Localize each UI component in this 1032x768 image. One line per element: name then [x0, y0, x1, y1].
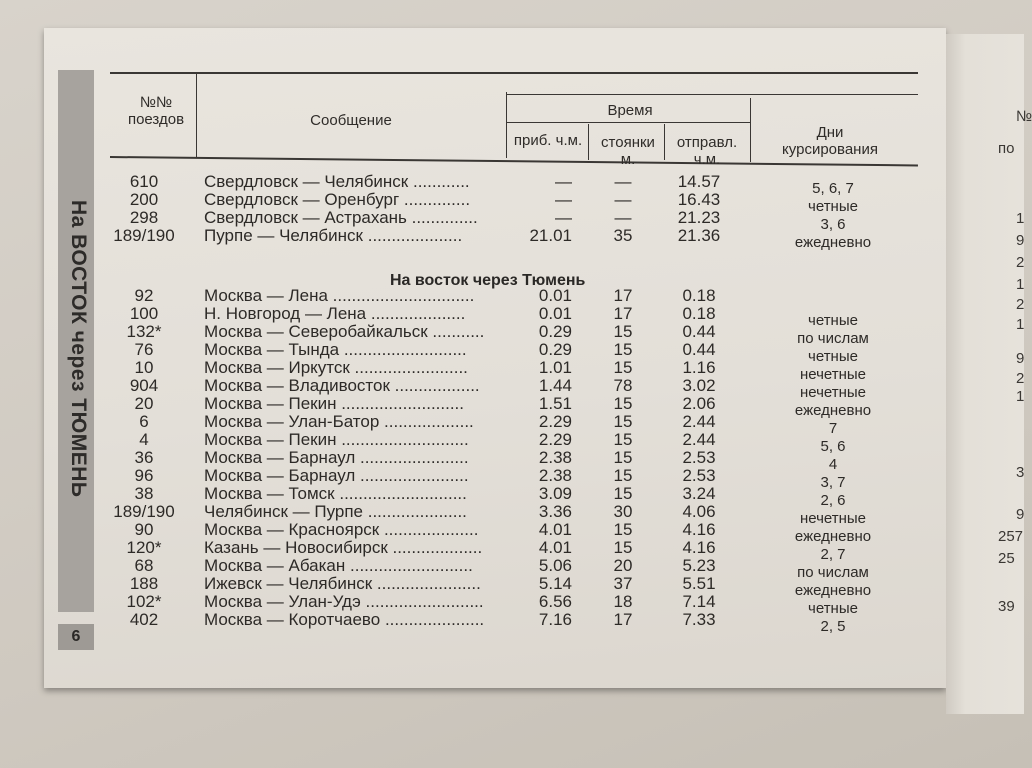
- next-page-edge: [946, 34, 1032, 714]
- stop-duration: 17: [613, 304, 633, 323]
- departure-time: 0.44: [682, 340, 716, 359]
- route-name: Челябинск — Пурпе .....................: [204, 502, 467, 521]
- time-subheader-rule: [506, 122, 750, 123]
- arrival-time: 4.01: [538, 520, 572, 539]
- sidebar-title: На ВОСТОК через ТЮМЕНЬ: [67, 200, 90, 498]
- train-number: 20: [134, 394, 154, 413]
- table-row: [100, 466, 900, 491]
- train-number: 4: [139, 430, 149, 449]
- next-page-fragment: 1: [1016, 210, 1025, 227]
- table-row: [100, 376, 900, 401]
- arrival-time: 1.51: [538, 394, 572, 413]
- arrival-time: 2.29: [538, 430, 572, 449]
- route-name: Свердловск — Астрахань ..............: [204, 208, 478, 227]
- stop-duration: 15: [613, 340, 633, 359]
- stop-duration: 17: [613, 286, 633, 305]
- departure-time: 2.06: [682, 394, 716, 413]
- running-days: нечетные: [799, 510, 867, 527]
- header-route: Сообщение: [310, 112, 392, 129]
- running-days: 5, 6: [820, 438, 846, 455]
- departure-time: 5.23: [682, 556, 716, 575]
- arrival-time: 0.01: [538, 286, 572, 305]
- arrival-time: 3.09: [538, 484, 572, 503]
- stop-duration: 15: [613, 466, 633, 485]
- table-row: [100, 208, 900, 233]
- train-number: 38: [134, 484, 154, 503]
- train-number: 132*: [126, 322, 162, 341]
- train-number: 6: [139, 412, 149, 431]
- header-time: Время: [607, 102, 653, 119]
- next-page-fragment: 1: [1016, 388, 1025, 405]
- running-days: ежедневно: [794, 402, 872, 419]
- stop-duration: 15: [613, 412, 633, 431]
- arrival-time: —: [555, 190, 572, 209]
- stop-duration: 15: [613, 430, 633, 449]
- departure-time: 14.57: [677, 172, 721, 191]
- arrival-time: 0.29: [538, 340, 572, 359]
- running-days: нечетные: [799, 384, 867, 401]
- table-row: [100, 226, 900, 251]
- route-name: Москва — Красноярск ....................: [204, 520, 479, 539]
- stop-duration: 15: [613, 538, 633, 557]
- route-name: Москва — Барнаул .......................: [204, 448, 469, 467]
- train-number: 200: [129, 190, 159, 209]
- stop-duration: 78: [613, 376, 633, 395]
- departure-time: 21.23: [677, 208, 721, 227]
- table-row: [100, 448, 900, 473]
- next-page-fragment: 25: [998, 550, 1015, 567]
- header-dep: отправл. ч.м.: [676, 134, 738, 168]
- route-name: Свердловск — Оренбург ..............: [204, 190, 471, 209]
- departure-time: 16.43: [677, 190, 721, 209]
- stop-duration: 37: [613, 574, 633, 593]
- running-days: 2, 6: [820, 492, 846, 509]
- table-row: [100, 538, 900, 563]
- running-days: ежедневно: [794, 528, 872, 545]
- header-arr: приб. ч.м.: [513, 132, 583, 149]
- next-page-fragment: по: [998, 140, 1015, 157]
- col-divider-1: [196, 74, 197, 158]
- arrival-time: 3.36: [538, 502, 572, 521]
- departure-time: 7.14: [682, 592, 716, 611]
- route-name: Москва — Барнаул .......................: [204, 466, 469, 485]
- route-name: Н. Новгород — Лена ....................: [204, 304, 466, 323]
- stop-duration: 35: [613, 226, 633, 245]
- header-num: №№ поездов: [127, 94, 185, 128]
- stop-duration: —: [614, 208, 632, 227]
- next-page-fragment: 9: [1016, 232, 1025, 249]
- departure-time: 4.16: [682, 520, 716, 539]
- route-name: Москва — Коротчаево .....................: [204, 610, 485, 629]
- stop-duration: 15: [613, 448, 633, 467]
- train-number: 120*: [126, 538, 162, 557]
- col-divider-3: [588, 124, 589, 160]
- train-number: 610: [129, 172, 159, 191]
- arrival-time: 1.44: [538, 376, 572, 395]
- table-row: [100, 610, 900, 635]
- stop-duration: 15: [613, 358, 633, 377]
- next-page-fragment: 2: [1016, 370, 1025, 387]
- arrival-time: 1.01: [538, 358, 572, 377]
- next-page-fragment: 1: [1016, 276, 1025, 293]
- stop-duration: 18: [613, 592, 633, 611]
- route-name: Москва — Улан-Батор ...................: [204, 412, 474, 431]
- col-divider-4: [664, 124, 665, 160]
- running-days: четные: [808, 600, 858, 617]
- train-number: 904: [129, 376, 159, 395]
- route-name: Пурпе — Челябинск ....................: [204, 226, 463, 245]
- running-days: четные: [808, 312, 858, 329]
- running-days: 2, 7: [820, 546, 846, 563]
- stop-duration: —: [614, 172, 632, 191]
- arrival-time: 2.38: [538, 466, 572, 485]
- next-page-fragment: 9: [1016, 506, 1025, 523]
- departure-time: 2.53: [682, 448, 716, 467]
- next-page-fragment: 9: [1016, 350, 1025, 367]
- arrival-time: 5.06: [538, 556, 572, 575]
- section-title: На восток через Тюмень: [390, 272, 586, 289]
- arrival-time: —: [555, 208, 572, 227]
- next-page-fragment: 257: [998, 528, 1024, 545]
- arrival-time: 5.14: [538, 574, 572, 593]
- table-row: [100, 340, 900, 365]
- table-row: [100, 358, 900, 383]
- stop-duration: 15: [613, 520, 633, 539]
- train-number: 96: [134, 466, 154, 485]
- route-name: Москва — Северобайкальск ...........: [204, 322, 485, 341]
- departure-time: 3.02: [682, 376, 716, 395]
- train-number: 102*: [126, 592, 162, 611]
- next-page-fragment: 2: [1016, 254, 1025, 271]
- stop-duration: 17: [613, 610, 633, 629]
- running-days: ежедневно: [794, 234, 872, 251]
- train-number: 92: [134, 286, 154, 305]
- running-days: 4: [828, 456, 838, 473]
- table-row: [100, 484, 900, 509]
- table-row: [100, 574, 900, 599]
- next-page-fragment: 1: [1016, 316, 1025, 333]
- sidebar-band: [58, 70, 94, 612]
- arrival-time: 6.56: [538, 592, 572, 611]
- running-days: 3, 6: [820, 216, 846, 233]
- departure-time: 0.44: [682, 322, 716, 341]
- train-number: 188: [129, 574, 159, 593]
- next-page-fragment: 39: [998, 598, 1015, 615]
- departure-time: 0.18: [682, 286, 716, 305]
- route-name: Ижевск — Челябинск ......................: [204, 574, 481, 593]
- next-page-fragment: 3: [1016, 464, 1025, 481]
- route-name: Москва — Иркутск ........................: [204, 358, 468, 377]
- route-name: Свердловск — Челябинск ............: [204, 172, 470, 191]
- route-name: Москва — Лена ..............................: [204, 286, 475, 305]
- route-name: Москва — Томск ...........................: [204, 484, 467, 503]
- departure-time: 2.53: [682, 466, 716, 485]
- route-name: Москва — Абакан ..........................: [204, 556, 473, 575]
- departure-time: 3.24: [682, 484, 716, 503]
- train-number: 90: [134, 520, 154, 539]
- table-row: [100, 322, 900, 347]
- arrival-time: 2.38: [538, 448, 572, 467]
- train-number: 189/190: [113, 226, 175, 245]
- running-days: четные: [808, 198, 858, 215]
- train-number: 100: [129, 304, 159, 323]
- train-number: 189/190: [113, 502, 175, 521]
- running-days: 3, 7: [820, 474, 846, 491]
- stop-duration: 20: [613, 556, 633, 575]
- departure-time: 1.16: [682, 358, 716, 377]
- arrival-time: 4.01: [538, 538, 572, 557]
- col-divider-5: [750, 98, 751, 162]
- arrival-time: 0.01: [538, 304, 572, 323]
- next-page-fragment: 2: [1016, 296, 1025, 313]
- table-row: [100, 520, 900, 545]
- page-number: 6: [58, 624, 94, 650]
- departure-time: 4.16: [682, 538, 716, 557]
- arrival-time: 0.29: [538, 322, 572, 341]
- arrival-time: 21.01: [529, 226, 572, 245]
- time-top-rule: [506, 94, 918, 95]
- stop-duration: 15: [613, 484, 633, 503]
- train-number: 68: [134, 556, 154, 575]
- departure-time: 4.06: [682, 502, 716, 521]
- stop-duration: 15: [613, 322, 633, 341]
- route-name: Казань — Новосибирск ...................: [204, 538, 483, 557]
- table-row: [100, 394, 900, 419]
- col-divider-2: [506, 92, 507, 158]
- departure-time: 5.51: [682, 574, 716, 593]
- route-name: Москва — Пекин ...........................: [204, 430, 469, 449]
- stop-duration: 15: [613, 394, 633, 413]
- train-number: 402: [129, 610, 159, 629]
- table-row: [100, 172, 900, 197]
- table-row: [100, 286, 900, 304]
- table-row: [100, 502, 900, 527]
- train-number: 36: [134, 448, 154, 467]
- running-days: нечетные: [799, 366, 867, 383]
- train-number: 76: [134, 340, 154, 359]
- running-days: ежедневно: [794, 582, 872, 599]
- route-name: Москва — Улан-Удэ .........................: [204, 592, 484, 611]
- train-number: 298: [129, 208, 159, 227]
- route-name: Москва — Пекин ..........................: [204, 394, 465, 413]
- stop-duration: —: [614, 190, 632, 209]
- table-row: [100, 190, 900, 215]
- header-top-rule: [110, 72, 918, 74]
- stop-duration: 30: [613, 502, 633, 521]
- departure-time: 7.33: [682, 610, 716, 629]
- running-days: 2, 5: [820, 618, 846, 635]
- arrival-time: 7.16: [538, 610, 572, 629]
- departure-time: 2.44: [682, 412, 716, 431]
- table-row: [100, 304, 900, 329]
- table-row: [100, 430, 900, 455]
- running-days: 7: [828, 420, 838, 437]
- route-name: Москва — Владивосток ..................: [204, 376, 480, 395]
- table-row: [100, 412, 900, 437]
- departure-time: 21.36: [677, 226, 721, 245]
- arrival-time: 2.29: [538, 412, 572, 431]
- departure-time: 0.18: [682, 304, 716, 323]
- running-days: 5, 6, 7: [812, 180, 854, 197]
- departure-time: 2.44: [682, 430, 716, 449]
- train-number: 10: [134, 358, 154, 377]
- arrival-time: —: [555, 172, 572, 191]
- route-name: Москва — Тында ..........................: [204, 340, 467, 359]
- running-days: по числам: [797, 330, 869, 347]
- table-row: [100, 556, 900, 581]
- table-row: [100, 592, 900, 617]
- running-days: четные: [808, 348, 858, 365]
- header-days: Дни курсирования: [782, 124, 878, 158]
- running-days: по числам: [797, 564, 869, 581]
- next-page-fragment: №: [1016, 108, 1032, 125]
- header-stop: стоянки м.: [601, 134, 655, 168]
